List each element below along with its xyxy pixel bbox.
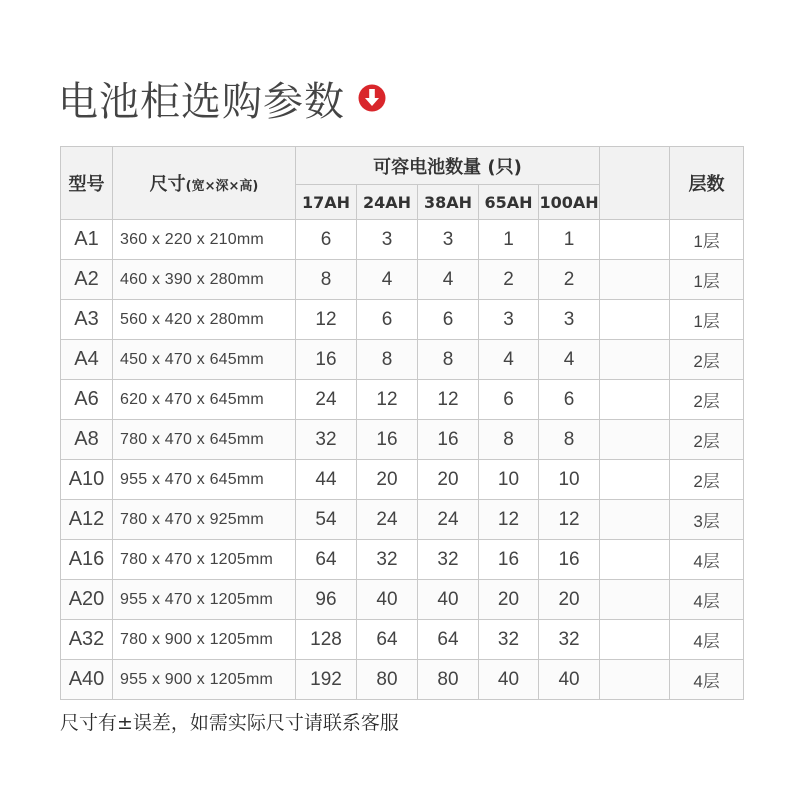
blank-cell — [600, 460, 670, 500]
count-100ah-cell: 3 — [539, 300, 600, 340]
size-cell: 560 x 420 x 280mm — [113, 300, 296, 340]
model-cell: A4 — [61, 340, 113, 380]
count-17ah-cell: 8 — [296, 260, 357, 300]
count-24ah-cell: 24 — [357, 500, 418, 540]
capacity-header-24ah: 24AH — [357, 185, 418, 220]
size-cell: 955 x 900 x 1205mm — [113, 660, 296, 700]
count-100ah-cell: 8 — [539, 420, 600, 460]
blank-header — [600, 147, 670, 220]
count-24ah-cell: 6 — [357, 300, 418, 340]
size-cell: 460 x 390 x 280mm — [113, 260, 296, 300]
blank-cell — [600, 580, 670, 620]
count-100ah-cell: 1 — [539, 220, 600, 260]
table-row — [61, 220, 744, 260]
layers-cell: 4层 — [670, 580, 744, 620]
layers-cell: 2层 — [670, 380, 744, 420]
count-100ah-cell: 12 — [539, 500, 600, 540]
count-17ah-cell: 12 — [296, 300, 357, 340]
model-cell: A2 — [61, 260, 113, 300]
layers-cell: 4层 — [670, 660, 744, 700]
count-38ah-cell: 8 — [418, 340, 479, 380]
size-cell: 450 x 470 x 645mm — [113, 340, 296, 380]
count-24ah-cell: 16 — [357, 420, 418, 460]
blank-cell — [600, 340, 670, 380]
size-cell: 780 x 470 x 1205mm — [113, 540, 296, 580]
count-24ah-cell: 12 — [357, 380, 418, 420]
count-38ah-cell: 16 — [418, 420, 479, 460]
layers-cell: 2层 — [670, 460, 744, 500]
model-cell: A6 — [61, 380, 113, 420]
table-row — [61, 420, 744, 460]
size-cell: 620 x 470 x 645mm — [113, 380, 296, 420]
count-65ah-cell: 1 — [479, 220, 539, 260]
size-header-note: (宽×深×高) — [185, 179, 259, 194]
count-100ah-cell: 16 — [539, 540, 600, 580]
count-17ah-cell: 64 — [296, 540, 357, 580]
count-17ah-cell: 128 — [296, 620, 357, 660]
layers-cell: 2层 — [670, 420, 744, 460]
count-24ah-cell: 40 — [357, 580, 418, 620]
count-24ah-cell: 4 — [357, 260, 418, 300]
count-24ah-cell: 64 — [357, 620, 418, 660]
count-38ah-cell: 32 — [418, 540, 479, 580]
table-row — [61, 460, 744, 500]
count-100ah-cell: 2 — [539, 260, 600, 300]
count-65ah-cell: 32 — [479, 620, 539, 660]
model-cell: A8 — [61, 420, 113, 460]
count-38ah-cell: 3 — [418, 220, 479, 260]
model-header: 型号 — [61, 147, 113, 220]
size-cell: 955 x 470 x 1205mm — [113, 580, 296, 620]
count-24ah-cell: 20 — [357, 460, 418, 500]
count-17ah-cell: 54 — [296, 500, 357, 540]
size-cell: 780 x 470 x 645mm — [113, 420, 296, 460]
count-100ah-cell: 6 — [539, 380, 600, 420]
footnote: 尺寸有±误差，如需实际尺寸请联系客服 — [60, 712, 399, 734]
count-17ah-cell: 96 — [296, 580, 357, 620]
count-65ah-cell: 12 — [479, 500, 539, 540]
count-38ah-cell: 40 — [418, 580, 479, 620]
count-65ah-cell: 8 — [479, 420, 539, 460]
blank-cell — [600, 300, 670, 340]
count-24ah-cell: 3 — [357, 220, 418, 260]
capacity-header-65ah: 65AH — [479, 185, 539, 220]
blank-cell — [600, 620, 670, 660]
count-65ah-cell: 10 — [479, 460, 539, 500]
layers-header: 层数 — [670, 147, 744, 220]
count-17ah-cell: 32 — [296, 420, 357, 460]
blank-cell — [600, 540, 670, 580]
count-38ah-cell: 4 — [418, 260, 479, 300]
count-38ah-cell: 24 — [418, 500, 479, 540]
table-row — [61, 380, 744, 420]
capacity-header-38ah: 38AH — [418, 185, 479, 220]
size-cell: 780 x 900 x 1205mm — [113, 620, 296, 660]
table-row — [61, 500, 744, 540]
count-24ah-cell: 80 — [357, 660, 418, 700]
count-24ah-cell: 32 — [357, 540, 418, 580]
capacity-header-100ah: 100AH — [539, 185, 600, 220]
count-100ah-cell: 40 — [539, 660, 600, 700]
blank-cell — [600, 420, 670, 460]
blank-cell — [600, 380, 670, 420]
title-row — [58, 70, 387, 126]
model-cell: A10 — [61, 460, 113, 500]
table-row — [61, 620, 744, 660]
spec-table — [60, 146, 744, 700]
count-100ah-cell: 20 — [539, 580, 600, 620]
blank-cell — [600, 660, 670, 700]
table-body — [61, 220, 744, 700]
blank-cell — [600, 220, 670, 260]
count-17ah-cell: 192 — [296, 660, 357, 700]
model-cell: A40 — [61, 660, 113, 700]
count-65ah-cell: 40 — [479, 660, 539, 700]
size-header — [113, 147, 296, 220]
table-row — [61, 300, 744, 340]
count-17ah-cell: 44 — [296, 460, 357, 500]
count-100ah-cell: 4 — [539, 340, 600, 380]
layers-cell: 4层 — [670, 620, 744, 660]
blank-cell — [600, 500, 670, 540]
capacity-header-17ah: 17AH — [296, 185, 357, 220]
table-row — [61, 260, 744, 300]
count-65ah-cell: 2 — [479, 260, 539, 300]
table-row — [61, 540, 744, 580]
count-65ah-cell: 3 — [479, 300, 539, 340]
count-17ah-cell: 16 — [296, 340, 357, 380]
count-38ah-cell: 80 — [418, 660, 479, 700]
layers-cell: 4层 — [670, 540, 744, 580]
arrow-down-circle-icon — [357, 83, 387, 113]
count-38ah-cell: 12 — [418, 380, 479, 420]
count-65ah-cell: 4 — [479, 340, 539, 380]
size-cell: 955 x 470 x 645mm — [113, 460, 296, 500]
layers-cell: 1层 — [670, 260, 744, 300]
page-title: 电池柜选购参数 — [58, 78, 345, 125]
layers-cell: 3层 — [670, 500, 744, 540]
model-cell: A1 — [61, 220, 113, 260]
layers-cell: 1层 — [670, 300, 744, 340]
size-cell: 360 x 220 x 210mm — [113, 220, 296, 260]
count-38ah-cell: 20 — [418, 460, 479, 500]
count-24ah-cell: 8 — [357, 340, 418, 380]
table-row — [61, 340, 744, 380]
model-cell: A20 — [61, 580, 113, 620]
count-38ah-cell: 64 — [418, 620, 479, 660]
count-17ah-cell: 6 — [296, 220, 357, 260]
capacity-group-header: 可容电池数量 (只) — [296, 147, 600, 185]
count-65ah-cell: 20 — [479, 580, 539, 620]
count-17ah-cell: 24 — [296, 380, 357, 420]
count-65ah-cell: 6 — [479, 380, 539, 420]
count-100ah-cell: 32 — [539, 620, 600, 660]
table-row — [61, 580, 744, 620]
size-header-label: 尺寸 — [149, 174, 186, 195]
model-cell: A16 — [61, 540, 113, 580]
layers-cell: 2层 — [670, 340, 744, 380]
table-header — [61, 147, 744, 220]
model-cell: A32 — [61, 620, 113, 660]
count-38ah-cell: 6 — [418, 300, 479, 340]
model-cell: A12 — [61, 500, 113, 540]
model-cell: A3 — [61, 300, 113, 340]
size-cell: 780 x 470 x 925mm — [113, 500, 296, 540]
count-65ah-cell: 16 — [479, 540, 539, 580]
count-100ah-cell: 10 — [539, 460, 600, 500]
table-row — [61, 660, 744, 700]
blank-cell — [600, 260, 670, 300]
layers-cell: 1层 — [670, 220, 744, 260]
